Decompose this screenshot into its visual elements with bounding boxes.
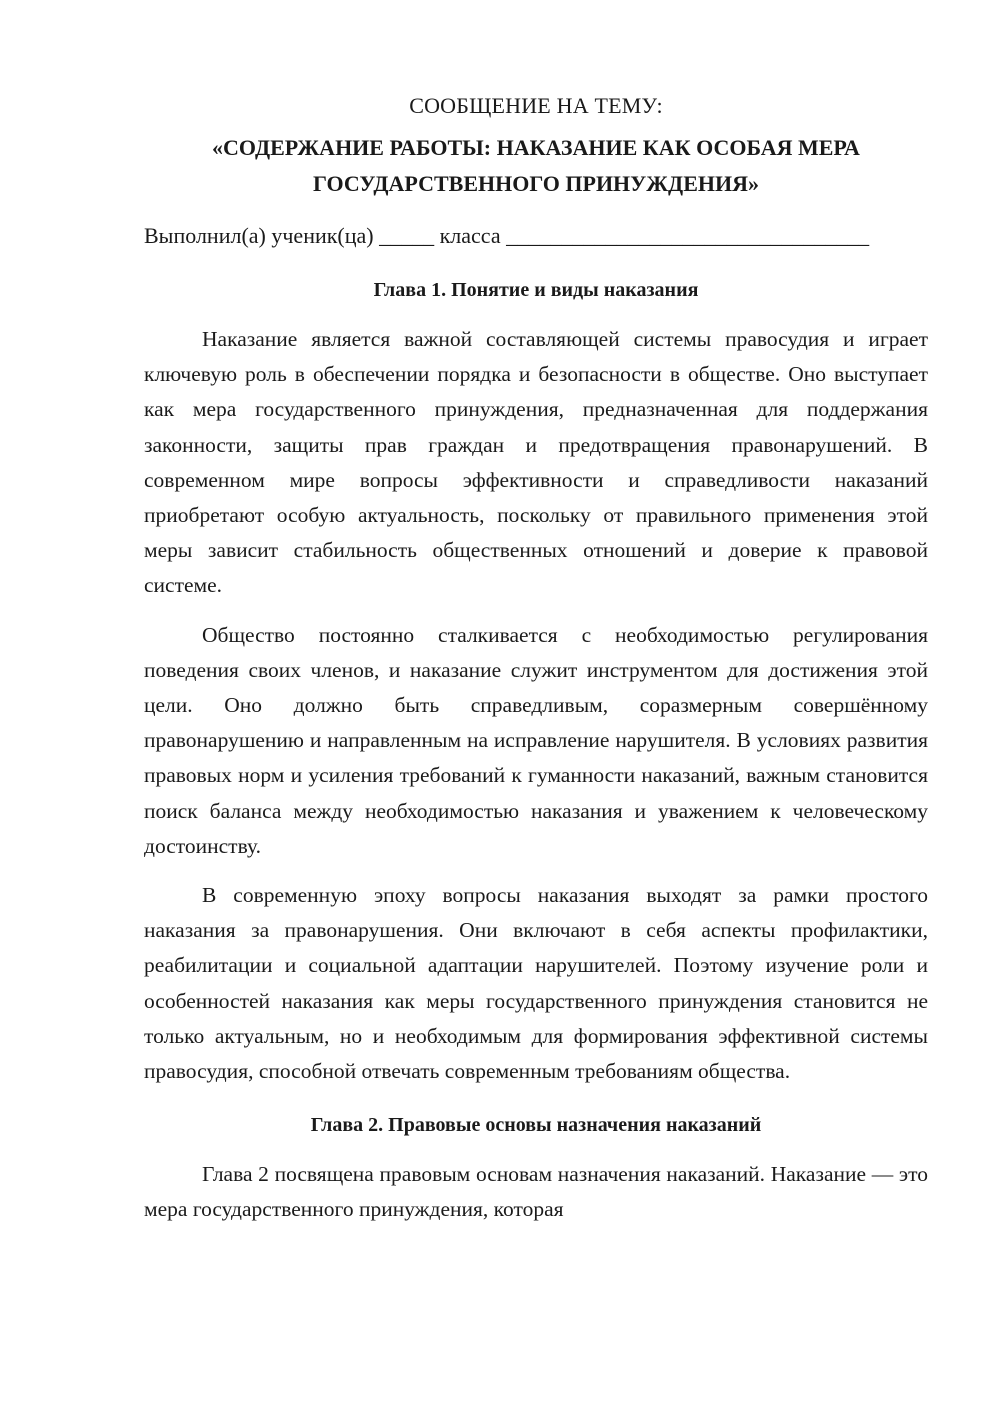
chapter-1-paragraph-2: Общество постоянно сталкивается с необходимостью регулирования поведения своих членов, и наказание служит инструментом для достижения этой цели. Оно должно быть справедливым, соразмерным совершённому правонарушению и направленным на исправление нарушителя. В условиях развития правовых норм и усиления требований к гуманности наказаний, важным становится поиск баланса между необходимостью наказания и уважением к человеческому достоинству. [144,622,928,858]
chapter-2-paragraph-1: Глава 2 посвящена правовым основам назначения наказаний. Наказание — это мера государственного принуждения, которая [144,1162,928,1222]
chapter-1-paragraph-1: Наказание является важной составляющей системы правосудия и играет ключевую роль в обеспечении порядка и безопасности в обществе. Оно выступает как мера государственного принуждения, предназначенная для поддержания законности, защиты прав граждан и предотвращения правонарушений. В современном мире вопросы эффективности и справедливости наказаний приобретают особую актуальность, поскольку от правильного применения этой меры зависит стабильность общественных отношений и доверие к правовой системе. [144,327,928,598]
author-line: Выполнил(а) ученик(ца) _____ класса _________________________________ [144,223,870,248]
chapter-2-heading: Глава 2. Правовые основы назначения наказаний [310,1114,762,1137]
document-page [144,88,928,1242]
document-title: «СОДЕРЖАНИЕ РАБОТЫ: НАКАЗАНИЕ КАК ОСОБАЯ МЕРА ГОСУДАРСТВЕННОГО ПРИНУЖДЕНИЯ» [212,135,860,196]
chapter-1-heading: Глава 1. Понятие и виды наказания [373,279,699,301]
chapter-1-paragraph-3: В современную эпоху вопросы наказания выходят за рамки простого наказания за правонарушения. Они включают в себя аспекты профилактики, реабилитации и социальной адаптации нарушителей. Поэтому изучение роли и особенностей наказания как меры государственного принуждения становится не только актуальным, но и необходимым для формирования эффективной системы правосудия, способной отвечать современным требованиям общества. [144,883,928,1084]
document-type: СООБЩЕНИЕ НА ТЕМУ: [409,93,663,118]
